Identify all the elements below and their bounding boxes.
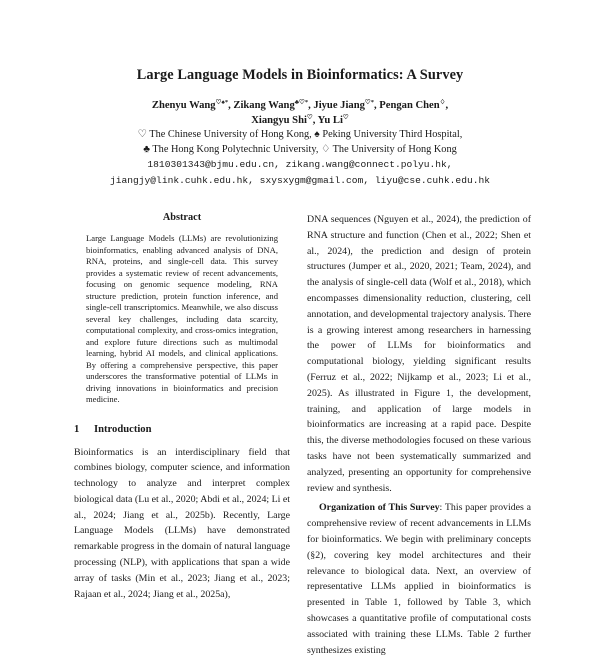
author-name: Pengan Chen <box>379 100 440 111</box>
author-name: Xiangyu Shi <box>251 115 307 126</box>
author-mark: ♡ <box>342 114 349 121</box>
author-mark: ♣♡* <box>294 99 309 106</box>
author-emails <box>40 157 560 188</box>
organization-text: : This paper provides a comprehensive review of recent advancements in LLMs for bioinformatics. We begin with preliminary concepts (§2), covering key model architectures and their relevance to biological data. Next, an overview of representative LLMs applied in bioinformatics is presented in Table 1, followed by Table 3, which showcases a quantitative profile of computational costs associated with training these LLMs. Table 2 further synthesizes existing <box>307 502 531 656</box>
section-number: 1 <box>74 423 80 435</box>
author-name: Zikang Wang <box>233 100 295 111</box>
body-paragraph: DNA sequences (Nguyen et al., 2024), the prediction of RNA structure and function (Chen et al., 2022; Shen et al., 2024), the prediction and design of protein structures (Jumper et al., 2020, 2021; Team, 2024), and the analysis of single-cell data (Wolf et al., 2018), which encompasses dimensionality reduction, clustering, cell annotation, and developmental trajectory analysis. There is a growing interest among researchers in harnessing the power of LLMs for bioinformatics and computational biology, yielding significant results (Ferruz et al., 2022; Nijkamp et al., 2023; Li et al., 2025). As illustrated in Figure 1, the development, training, and application of large models in bioinformatics are increasing at a rapid pace. Despite this, the diverse methodologies focused on these various tasks have not been systematically summarized and analyzed, presenting an opportunity for comprehensive review and synthesis. <box>307 214 531 494</box>
section-heading <box>74 424 290 436</box>
author-mark: ♡♠* <box>215 99 229 106</box>
paper-title: Large Language Models in Bioinformatics: A Survey <box>136 67 464 83</box>
author-name: Zhenyu Wang <box>151 100 216 111</box>
intro-paragraph: Bioinformatics is an interdisciplinary field that combines biology, computer science, and information technology to analyze and interpret complex biological data (Lu et al., 2020; Abdi et al., 2024; Li et al., 2024; Jiang et al., 2025b). Recently, Large Language Models (LLMs) have demonstrated remarkable progress in the domain of natural language processing (NLP), with applications that span a wide array of tasks (Min et al., 2023; Jiang et al., 2023; Rajaan et al., 2024; Jiang et al., 2025a), <box>74 446 290 600</box>
affiliation-line: ♣ The Hong Kong Polytechnic University, ♢ The University of Hong Kong <box>143 144 457 155</box>
affiliations <box>60 127 540 157</box>
abstract-heading: Abstract <box>162 212 202 223</box>
author-line-2: Xiangyu Shi♡, Yu Li♡ <box>251 114 349 126</box>
left-column <box>74 212 290 602</box>
right-column <box>307 212 531 658</box>
author-line-1: Zhenyu Wang♡♠*, Zikang Wang♣♡*, Jiyue Jiang♡*, Pengan Chen♢, <box>151 99 449 111</box>
email-line: 1810301343@bjmu.edu.cn, zikang.wang@connect.polyu.hk, <box>147 159 453 170</box>
author-name: Yu Li <box>317 115 343 126</box>
abstract-text: Large Language Models (LLMs) are revolutionizing bioinformatics, enabling advanced analysis of DNA, RNA, proteins, and single-cell data. This survey provides a systematic review of recent advancements, focusing on genomic sequence modeling, RNA structure prediction, protein function inference, and single-cell transcriptomics. Meanwhile, we also discuss several key challenges, including data scarcity, computational complexity, and cross-omics integration, and explore future directions such as multimodal learning, hybrid AI models, and clinical applications. By offering a comprehensive perspective, this paper underscores the transformative potential of LLMs in driving innovations in bioinformatics and precision medicine. <box>86 233 278 404</box>
author-list <box>100 98 500 128</box>
author-mark: ♢ <box>439 99 446 106</box>
run-in-heading: Organization of This Survey <box>319 502 440 514</box>
section-title: Introduction <box>94 423 152 435</box>
author-name: Jiyue Jiang <box>313 100 365 111</box>
author-mark: ♡ <box>306 114 313 121</box>
affiliation-line: ♡ The Chinese University of Hong Kong, ♠ Peking University Third Hospital, <box>137 129 463 140</box>
email-line: jiangjy@link.cuhk.edu.hk, sxysxygm@gmail.com, liyu@cse.cuhk.edu.hk <box>110 174 490 186</box>
organization-paragraph <box>307 500 531 658</box>
author-mark: ♡* <box>364 99 374 106</box>
